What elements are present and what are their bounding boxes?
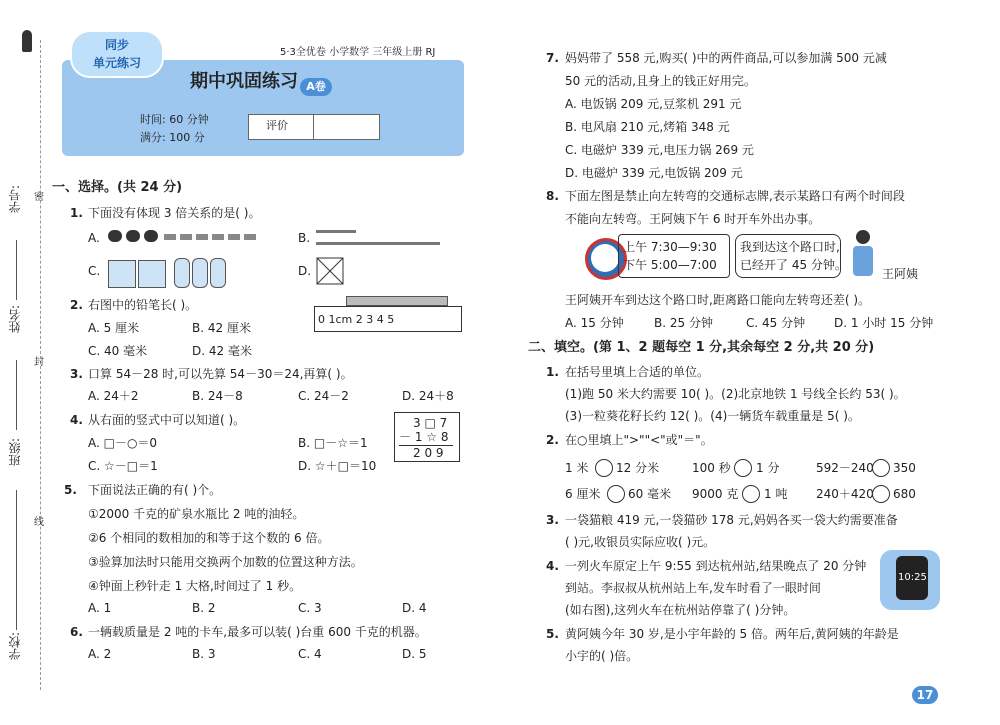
f2-a-circle[interactable] [595, 459, 613, 477]
speech-bubble [735, 234, 847, 278]
f1-text: 在括号里填上合适的单位。 [565, 365, 710, 379]
page-number: 17 [912, 686, 938, 704]
left-turn-arrow-icon [591, 244, 619, 272]
q1-option-a-label: A. [88, 231, 100, 245]
q1-text: 下面没有体现 3 倍关系的是( )。 [88, 206, 261, 220]
q7-option-a: A. 电饭锅 209 元,豆浆机 291 元 [565, 97, 742, 111]
q5-statement-4: ④钟面上秒针走 1 大格,时间过了 1 秒。 [88, 579, 302, 593]
vsub-line1: 3 □ 7 [413, 416, 448, 430]
section-1-title: 一、选择。(共 24 分) [52, 180, 183, 195]
q2-option-c: C. 40 毫米 [88, 344, 148, 358]
woman-icon [846, 230, 880, 278]
q5-option-c: C. 3 [298, 601, 322, 615]
q3-option-d: D. 24＋8 [402, 389, 454, 403]
class-line [16, 490, 17, 630]
q6-text: 一辆载质量是 2 吨的卡车,最多可以装( )台重 600 千克的机器。 [88, 625, 427, 639]
watch-face [896, 556, 928, 600]
q4-text: 从右面的竖式中可以知道( )。 [88, 413, 246, 427]
f2-d-circle[interactable] [607, 485, 625, 503]
speech-line-1: 我到达这个路口时, [740, 240, 840, 254]
f4-number: 4. [546, 559, 559, 573]
q1-option-c-label: C. [88, 264, 101, 278]
name-line [16, 360, 17, 430]
q3-option-a: A. 24＋2 [88, 389, 139, 403]
q3-option-c: C. 24－2 [298, 389, 349, 403]
f2-a-right: 12 分米 [616, 461, 660, 475]
q8-option-a: A. 15 分钟 [565, 316, 624, 330]
q7-option-d: D. 电磁炉 339 元,电饭锅 209 元 [565, 166, 743, 180]
q7-text-2: 50 元的活动,且身上的钱正好用完。 [565, 74, 756, 88]
binding-margin [0, 0, 48, 725]
speech-line-2: 已经开了 45 分钟。 [740, 258, 847, 272]
f2-a-left: 1 米 [565, 461, 589, 475]
f4-text-3: (如右图),这列火车在杭州站停靠了( )分钟。 [565, 603, 796, 617]
vertical-subtraction [394, 412, 460, 462]
f4-text: 一列火车原定上午 9:55 到达杭州站,结果晚点了 20 分钟 [565, 559, 867, 573]
q3-text: 口算 54－28 时,可以先算 54－30＝24,再算( )。 [88, 367, 353, 381]
f3-number: 3. [546, 513, 559, 527]
q6-option-b: B. 3 [192, 647, 216, 661]
q8-text-2: 不能向左转弯。王阿姨下午 6 时开车外出办事。 [565, 212, 821, 226]
q5-option-b: B. 2 [192, 601, 216, 615]
q5-statement-2: ②6 个相同的数相加的和等于这个数的 6 倍。 [88, 531, 330, 545]
eval-divider [313, 114, 314, 140]
q1-option-b-label: B. [298, 231, 311, 245]
f2-d-right: 60 毫米 [628, 487, 672, 501]
name-label: 姓名: [8, 305, 22, 334]
q8-question: 王阿姨开车到达这个路口时,距离路口能向左转弯还差( )。 [565, 293, 870, 307]
section-2-title: 二、填空。(第 1、2 题每空 1 分,其余每空 2 分,共 20 分) [528, 340, 875, 355]
id-line [16, 240, 17, 300]
feng-mark: 封 [34, 357, 44, 368]
id-label: 学号: [8, 185, 22, 214]
q5-text: 下面说法正确的有( )个。 [88, 483, 222, 497]
vsub-line3: 2 0 9 [413, 446, 444, 460]
time-range-1: 上午 7:30—9:30 [623, 240, 717, 254]
f2-b-left: 100 秒 [692, 461, 731, 475]
eval-label: 评价 [266, 119, 288, 132]
q7-number: 7. [546, 51, 559, 65]
q8-option-b: B. 25 分钟 [654, 316, 713, 330]
q2-option-b: B. 42 厘米 [192, 321, 251, 335]
version-badge: A卷 [300, 78, 332, 96]
f5-text-2: 小宇的( )倍。 [565, 649, 639, 663]
q8-number: 8. [546, 189, 559, 203]
pencil-ruler-image [314, 294, 464, 334]
q7-option-c: C. 电磁炉 339 元,电压力锅 269 元 [565, 143, 754, 157]
f1-line-2: (3)一粒葵花籽长约 12( )。(4)一辆货车载重量是 5( )。 [565, 409, 860, 423]
rocket-icon [22, 30, 32, 52]
q3-number: 3. [70, 367, 83, 381]
f2-c-circle[interactable] [872, 459, 890, 477]
score-info: 满分: 100 分 [140, 131, 205, 144]
xian-mark: 线 [34, 517, 44, 528]
f2-f-right: 680 [893, 487, 916, 501]
f2-b-circle[interactable] [734, 459, 752, 477]
q1-number: 1. [70, 206, 83, 220]
ropes-image [316, 226, 440, 252]
q6-option-d: D. 5 [402, 647, 427, 661]
f3-text: 一袋猫粮 419 元,一袋猫砂 178 元,妈妈各买一袋大约需要准备 [565, 513, 898, 527]
f2-b-right: 1 分 [756, 461, 780, 475]
q6-number: 6. [70, 625, 83, 639]
q2-text: 右图中的铅笔长( )。 [88, 298, 198, 312]
f2-c-right: 350 [893, 461, 916, 475]
q5-statement-3: ③验算加法时只能用交换两个加数的位置这种方法。 [88, 555, 363, 569]
f5-number: 5. [546, 627, 559, 641]
q5-option-d: D. 4 [402, 601, 427, 615]
q4-option-c: C. ☆－□＝1 [88, 459, 158, 473]
q7-option-b: B. 电风扇 210 元,烤箱 348 元 [565, 120, 730, 134]
q1-option-d-label: D. [298, 264, 312, 278]
q2-number: 2. [70, 298, 83, 312]
f2-e-circle[interactable] [742, 485, 760, 503]
ruler-scale: 0 1cm 2 3 4 5 [318, 313, 395, 326]
vsub-line2: － 1 ☆ 8 [399, 430, 449, 444]
f2-f-left: 240＋420 [816, 487, 874, 501]
q3-option-b: B. 24－8 [192, 389, 243, 403]
q7-text: 妈妈带了 558 元,购买( )中的两件商品,可以参加满 500 元减 [565, 51, 887, 65]
q5-number: 5. [64, 483, 77, 497]
q4-option-d: D. ☆＋□＝10 [298, 459, 377, 473]
f2-d-left: 6 厘米 [565, 487, 601, 501]
f2-e-right: 1 吨 [764, 487, 788, 501]
q2-option-d: D. 42 毫米 [192, 344, 252, 358]
f4-text-2: 到站。李叔叔从杭州站上车,发车时看了一眼时间 [565, 581, 821, 595]
book-info: 5·3全优卷 小学数学 三年级上册 RJ [280, 47, 436, 58]
time-info: 时间: 60 分钟 [140, 113, 209, 126]
f3-text-2: ( )元,收银员实际应收( )元。 [565, 535, 716, 549]
page-title: 期中巩固练习 [190, 71, 298, 92]
f1-number: 1. [546, 365, 559, 379]
watch-time: 10:25 [898, 572, 927, 583]
f2-text: 在○里填上">""<"或"＝"。 [565, 433, 713, 447]
seal-mark: 密 [34, 192, 44, 203]
f1-line-1: (1)跑 50 米大约需要 10( )。(2)北京地铁 1 号线全长约 53( )。 [565, 387, 906, 401]
cubes-cylinders-image [108, 256, 224, 288]
crossed-square-image [316, 257, 344, 285]
f2-number: 2. [546, 433, 559, 447]
f2-f-circle[interactable] [872, 485, 890, 503]
q5-option-a: A. 1 [88, 601, 112, 615]
class-label: 班级: [8, 438, 22, 467]
unit-badge [70, 30, 164, 78]
f2-e-left: 9000 克 [692, 487, 739, 501]
q8-option-c: C. 45 分钟 [746, 316, 806, 330]
time-restriction-box [618, 234, 730, 278]
badge-line1: 同步 [104, 38, 129, 52]
school-label: 学校: [8, 632, 22, 661]
q2-option-a: A. 5 厘米 [88, 321, 140, 335]
badge-line2: 单元练习 [92, 56, 141, 70]
q4-option-b: B. □－☆＝1 [298, 436, 368, 450]
q8-option-d: D. 1 小时 15 分钟 [834, 316, 934, 330]
rabbits-carrots-image [108, 228, 260, 246]
q6-option-a: A. 2 [88, 647, 112, 661]
woman-name: 王阿姨 [882, 267, 919, 281]
q5-statement-1: ①2000 千克的矿泉水瓶比 2 吨的油轻。 [88, 507, 305, 521]
q8-text: 下面左图是禁止向左转弯的交通标志牌,表示某路口有两个时间段 [565, 189, 905, 203]
q4-number: 4. [70, 413, 83, 427]
q4-option-a: A. □－○＝0 [88, 436, 158, 450]
q6-option-c: C. 4 [298, 647, 322, 661]
f5-text: 黄阿姨今年 30 岁,是小宇年龄的 5 倍。两年后,黄阿姨的年龄是 [565, 627, 899, 641]
time-range-2: 下午 5:00—7:00 [623, 258, 717, 272]
f2-c-left: 592－240 [816, 461, 874, 475]
